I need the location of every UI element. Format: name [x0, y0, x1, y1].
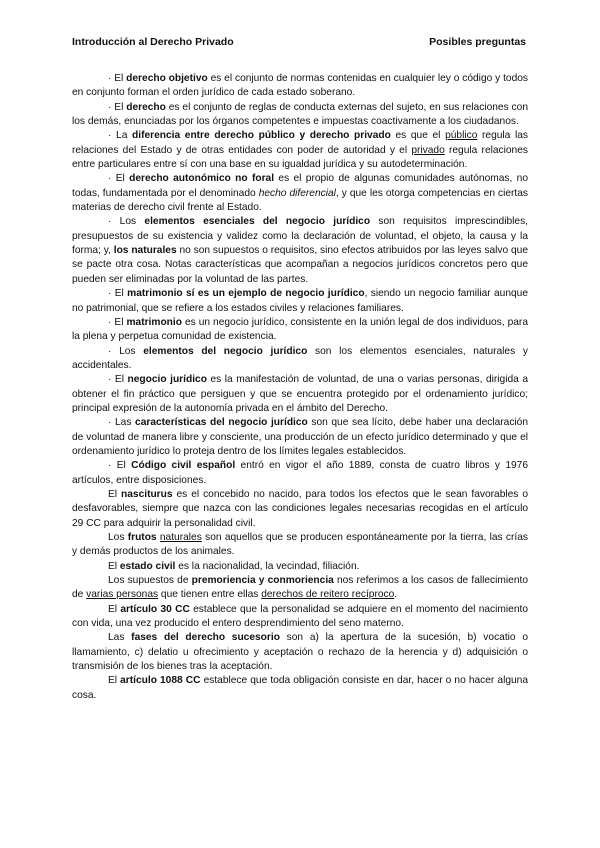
- paragraph: [72, 72, 528, 101]
- paragraph-text: son los elementos esenciales, naturales y accidentales.: [72, 345, 528, 371]
- header-section-title: Posibles preguntas: [429, 36, 526, 48]
- bold-term: diferencia entre derecho público y derecho privado: [132, 130, 391, 142]
- paragraph: [72, 574, 528, 603]
- underlined-text: público: [445, 130, 478, 142]
- paragraph: [72, 172, 528, 215]
- paragraph-text: · Los: [108, 216, 145, 228]
- paragraph-text: establece que toda obligación consiste en dar, hacer o no hacer alguna cosa.: [72, 675, 528, 701]
- paragraph-text: El: [108, 488, 122, 500]
- bold-term: artículo 30 CC: [120, 603, 190, 615]
- document-body: [72, 72, 528, 703]
- bold-term: premoriencia y conmoriencia: [191, 575, 334, 587]
- paragraph-text: El: [108, 675, 121, 687]
- paragraph-text: · El: [108, 316, 127, 328]
- paragraph-text: son requisitos imprescindibles, presupuestos de su existencia y validez como la declaración de voluntad, el objeto, la causa y la forma; y,: [72, 216, 528, 257]
- paragraph-text: Las: [108, 632, 132, 644]
- paragraph-text: , y que les otorga competencias en ciertas materias de derecho civil frente al Estado.: [72, 187, 529, 214]
- paragraph-text: El: [108, 603, 121, 615]
- paragraph-text: · Las: [108, 417, 136, 429]
- paragraph: [72, 129, 528, 172]
- bold-term: características del negocio jurídico: [135, 417, 308, 429]
- bold-term: matrimonio sí es un ejemplo de negocio jurídico: [127, 288, 365, 300]
- header-course-title: Introducción al Derecho Privado: [72, 36, 234, 48]
- paragraph-text: es el conjunto de reglas de conducta externas del sujeto, en sus relaciones con los demás, enunciadas por los órganos competentes e impuestas coactivamente a los ciudadanos.: [72, 101, 528, 128]
- paragraph: [72, 287, 528, 316]
- paragraph-text: · El: [108, 73, 127, 84]
- paragraph-text: .: [394, 589, 398, 601]
- paragraph: [72, 674, 528, 703]
- paragraph-text: son que sea lícito, debe haber una declaración de voluntad de manera libre y consciente, una producción de un efecto jurídico determinado y que el ordenamiento jurídico lo proteja dentro de los límites legales establecidos.: [72, 417, 529, 457]
- bold-term: derecho: [126, 101, 166, 113]
- paragraph: [72, 560, 528, 574]
- paragraph: [72, 631, 528, 674]
- paragraph-text: es que el: [390, 130, 446, 142]
- underlined-text: derechos de reitero recíproco: [261, 589, 395, 601]
- paragraph: [72, 488, 528, 531]
- bold-term: artículo 1088 CC: [120, 675, 201, 687]
- paragraph: [72, 101, 528, 130]
- page-header: [72, 36, 528, 72]
- paragraph-text: · La: [108, 130, 133, 142]
- paragraph-text: establece que la personalidad se adquiere en el momento del nacimiento con vida, una vez producido el entero desprendimiento del seno materno.: [72, 603, 528, 630]
- paragraph: [72, 459, 528, 488]
- bold-term: fases del derecho sucesorio: [131, 632, 280, 644]
- paragraph-text: entró en vigor el año 1889, consta de cuatro libros y 1976 artículos, entre disposiciones.: [72, 460, 529, 486]
- bold-term: frutos: [127, 532, 157, 543]
- bold-term: los naturales: [113, 245, 177, 257]
- paragraph-text: son a) la apertura de la sucesión, b) vocatio o llamamiento, c) delatio u ofrecimiento y aceptación o rechazo de la herencia y d) adquisición o transmisión de los bienes tras la aceptación.: [72, 632, 528, 673]
- paragraph-text: es el conjunto de normas contenidas en cualquier ley o código y todos en conjunto forman el orden jurídico de cada estado soberano.: [72, 73, 528, 99]
- bold-term: Código civil español: [131, 460, 236, 472]
- paragraph-text: es el concebido no nacido, para todos los efectos que le sean favorables o desfavorables, siempre que nazca con las condiciones legales necesarias recogidas en el artículo 29 CC para adquirir la personalidad civil.: [72, 488, 529, 529]
- paragraph-text: nos referimos a los casos de fallecimiento de: [72, 575, 528, 601]
- bold-term: elementos del negocio jurídico: [143, 345, 308, 357]
- paragraph-text: · El: [108, 101, 127, 113]
- bold-term: matrimonio: [126, 316, 182, 328]
- paragraph: [72, 416, 528, 459]
- bold-term: derecho autonómico no foral: [129, 173, 275, 185]
- underlined-text: naturales: [159, 532, 202, 543]
- paragraph-text: es la manifestación de voluntad, de una o varias personas, dirigida a obtener el fin práctico que persiguen y que se encuentra protegido por el ordenamiento jurídico; principal expresión de la autonomía privada en el ámbito del Derecho.: [72, 374, 528, 414]
- underlined-text: privado: [411, 144, 445, 156]
- bold-term: estado civil: [119, 560, 176, 572]
- paragraph-text: · El: [108, 288, 128, 300]
- paragraph: [72, 215, 528, 287]
- bold-term: nasciturus: [121, 488, 173, 500]
- paragraph-text: · El: [108, 374, 128, 386]
- paragraph-text: es el propio de algunas comunidades autónomas, no todas, fundamentada por el denominado: [72, 173, 528, 199]
- paragraph: [72, 345, 528, 374]
- paragraph-text: , siendo un negocio familiar aunque no patrimonial, que se refiere a los estados civiles y relaciones familiares.: [72, 288, 528, 314]
- bold-term: derecho objetivo: [126, 73, 208, 84]
- underlined-text: varias personas: [86, 589, 159, 601]
- paragraph-text: son aquellos que se producen espontáneamente por la tierra, las crías y demás productos de los animales.: [72, 532, 528, 558]
- italic-text: hecho diferencial: [258, 187, 336, 199]
- bold-term: negocio jurídico: [127, 374, 207, 386]
- paragraph-text: Los supuestos de: [108, 575, 192, 587]
- paragraph-text: es la nacionalidad, la vecindad, filiación.: [175, 560, 360, 572]
- paragraph: [72, 603, 528, 632]
- paragraph-text: es un negocio jurídico, consistente en la unión legal de dos individuos, para la plena y perpetua comunidad de existencia.: [72, 316, 528, 343]
- paragraph: [72, 373, 528, 416]
- bold-term: elementos esenciales del negocio jurídico: [144, 216, 371, 228]
- paragraph-text: · Los: [108, 345, 144, 357]
- paragraph-text: regula las relaciones del Estado y de otras entidades con poder de autoridad y el: [72, 130, 528, 156]
- paragraph-text: · El: [108, 460, 132, 472]
- paragraph-text: El: [108, 560, 120, 572]
- paragraph: [72, 316, 528, 345]
- paragraph-text: · El: [108, 173, 130, 185]
- paragraph-text: regula relaciones entre particulares entre sí con una base en su igualdad jurídica y su autodeterminación.: [72, 144, 528, 171]
- paragraph: [72, 531, 528, 560]
- paragraph-text: que tienen entre ellas: [158, 589, 262, 601]
- paragraph-text: Los: [108, 532, 128, 543]
- paragraph-text: no son supuestos o requisitos, sino efectos atribuidos por las leyes salvo que se pacte otra cosa. Notas características que acompañan a negocios jurídicos concretos pero que pueden ser eliminadas por la voluntad de las partes.: [72, 245, 528, 285]
